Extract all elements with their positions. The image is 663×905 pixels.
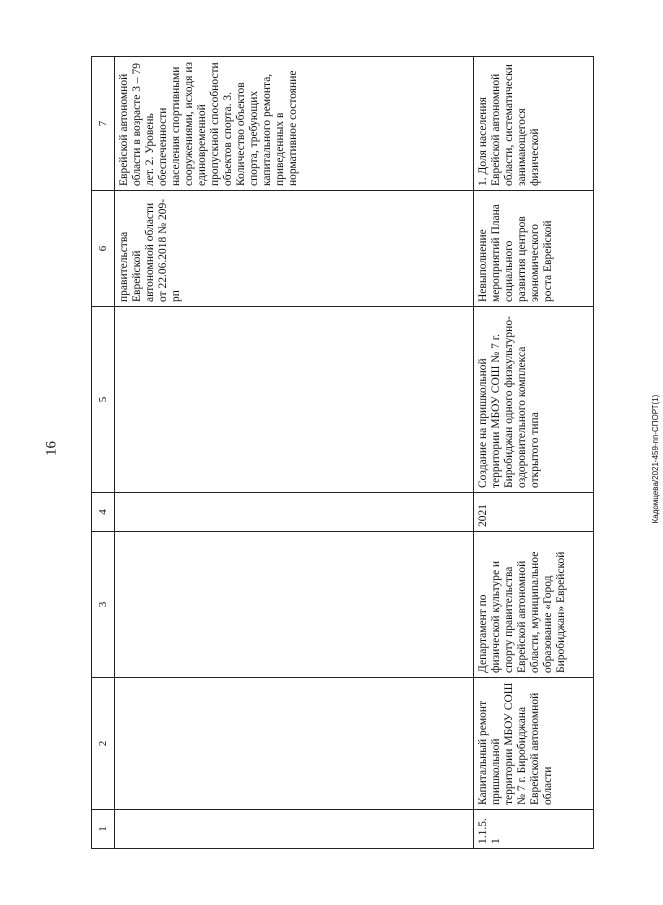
header-cell-2: 2 [92,678,115,810]
cell-year [115,493,474,532]
header-cell-5: 5 [92,307,115,493]
header-cell-3: 3 [92,532,115,678]
cell-consequence: правительства Еврейской автономной области от 22.06.2018 № 209-рп [115,191,474,307]
table-row [474,57,594,849]
cell-executor [115,532,474,678]
table-row [115,57,474,849]
header-row [92,57,115,849]
header-cell-1: 1 [92,810,115,849]
page-number: 16 [43,441,60,456]
cell-executor: Департамент по физической культуре и спорту правительства Еврейской автономной области, муниципальное образование «Город Биробиджан» Еврейской [474,532,594,678]
document-footer-tag: Кадомцева/2021-459-пп-СПОРТ(1) [651,394,660,524]
cell-index [115,810,474,849]
cell-consequence: Невыполнение мероприятий Плана социального развития центров экономического роста Еврейской [474,191,594,307]
header-cell-7: 7 [92,57,115,191]
cell-name: Капитальный ремонт пришкольной территории МБОУ СОШ № 7 г. Биробиджана Еврейской автономной области [474,678,594,810]
cell-indicator: 1. Доля населения Еврейской автономной области, систематически занимающегося физической [474,57,594,191]
program-table [91,56,594,849]
cell-result [115,307,474,493]
cell-year: 2021 [474,493,594,532]
cell-index: 1.1.5.1 [474,810,594,849]
cell-result: Создание на пришкольной территории МБОУ СОШ № 7 г. Биробиджан одного физкультурно-оздоровительного комплекса открытого типа [474,307,594,493]
cell-name [115,678,474,810]
rotated-table-area [91,57,586,849]
table-container [91,57,586,849]
header-cell-6: 6 [92,191,115,307]
header-cell-4: 4 [92,493,115,532]
cell-indicator: Еврейской автономной области в возрасте 3 – 79 лет. 2. Уровень обеспеченности населения спортивными сооружениями, исходя из единовременной пропускной способности объектов спорта. 3. Количество объектов спорта, требующих капитального ремонта, приведенных в нормативное состояние [115,57,474,191]
